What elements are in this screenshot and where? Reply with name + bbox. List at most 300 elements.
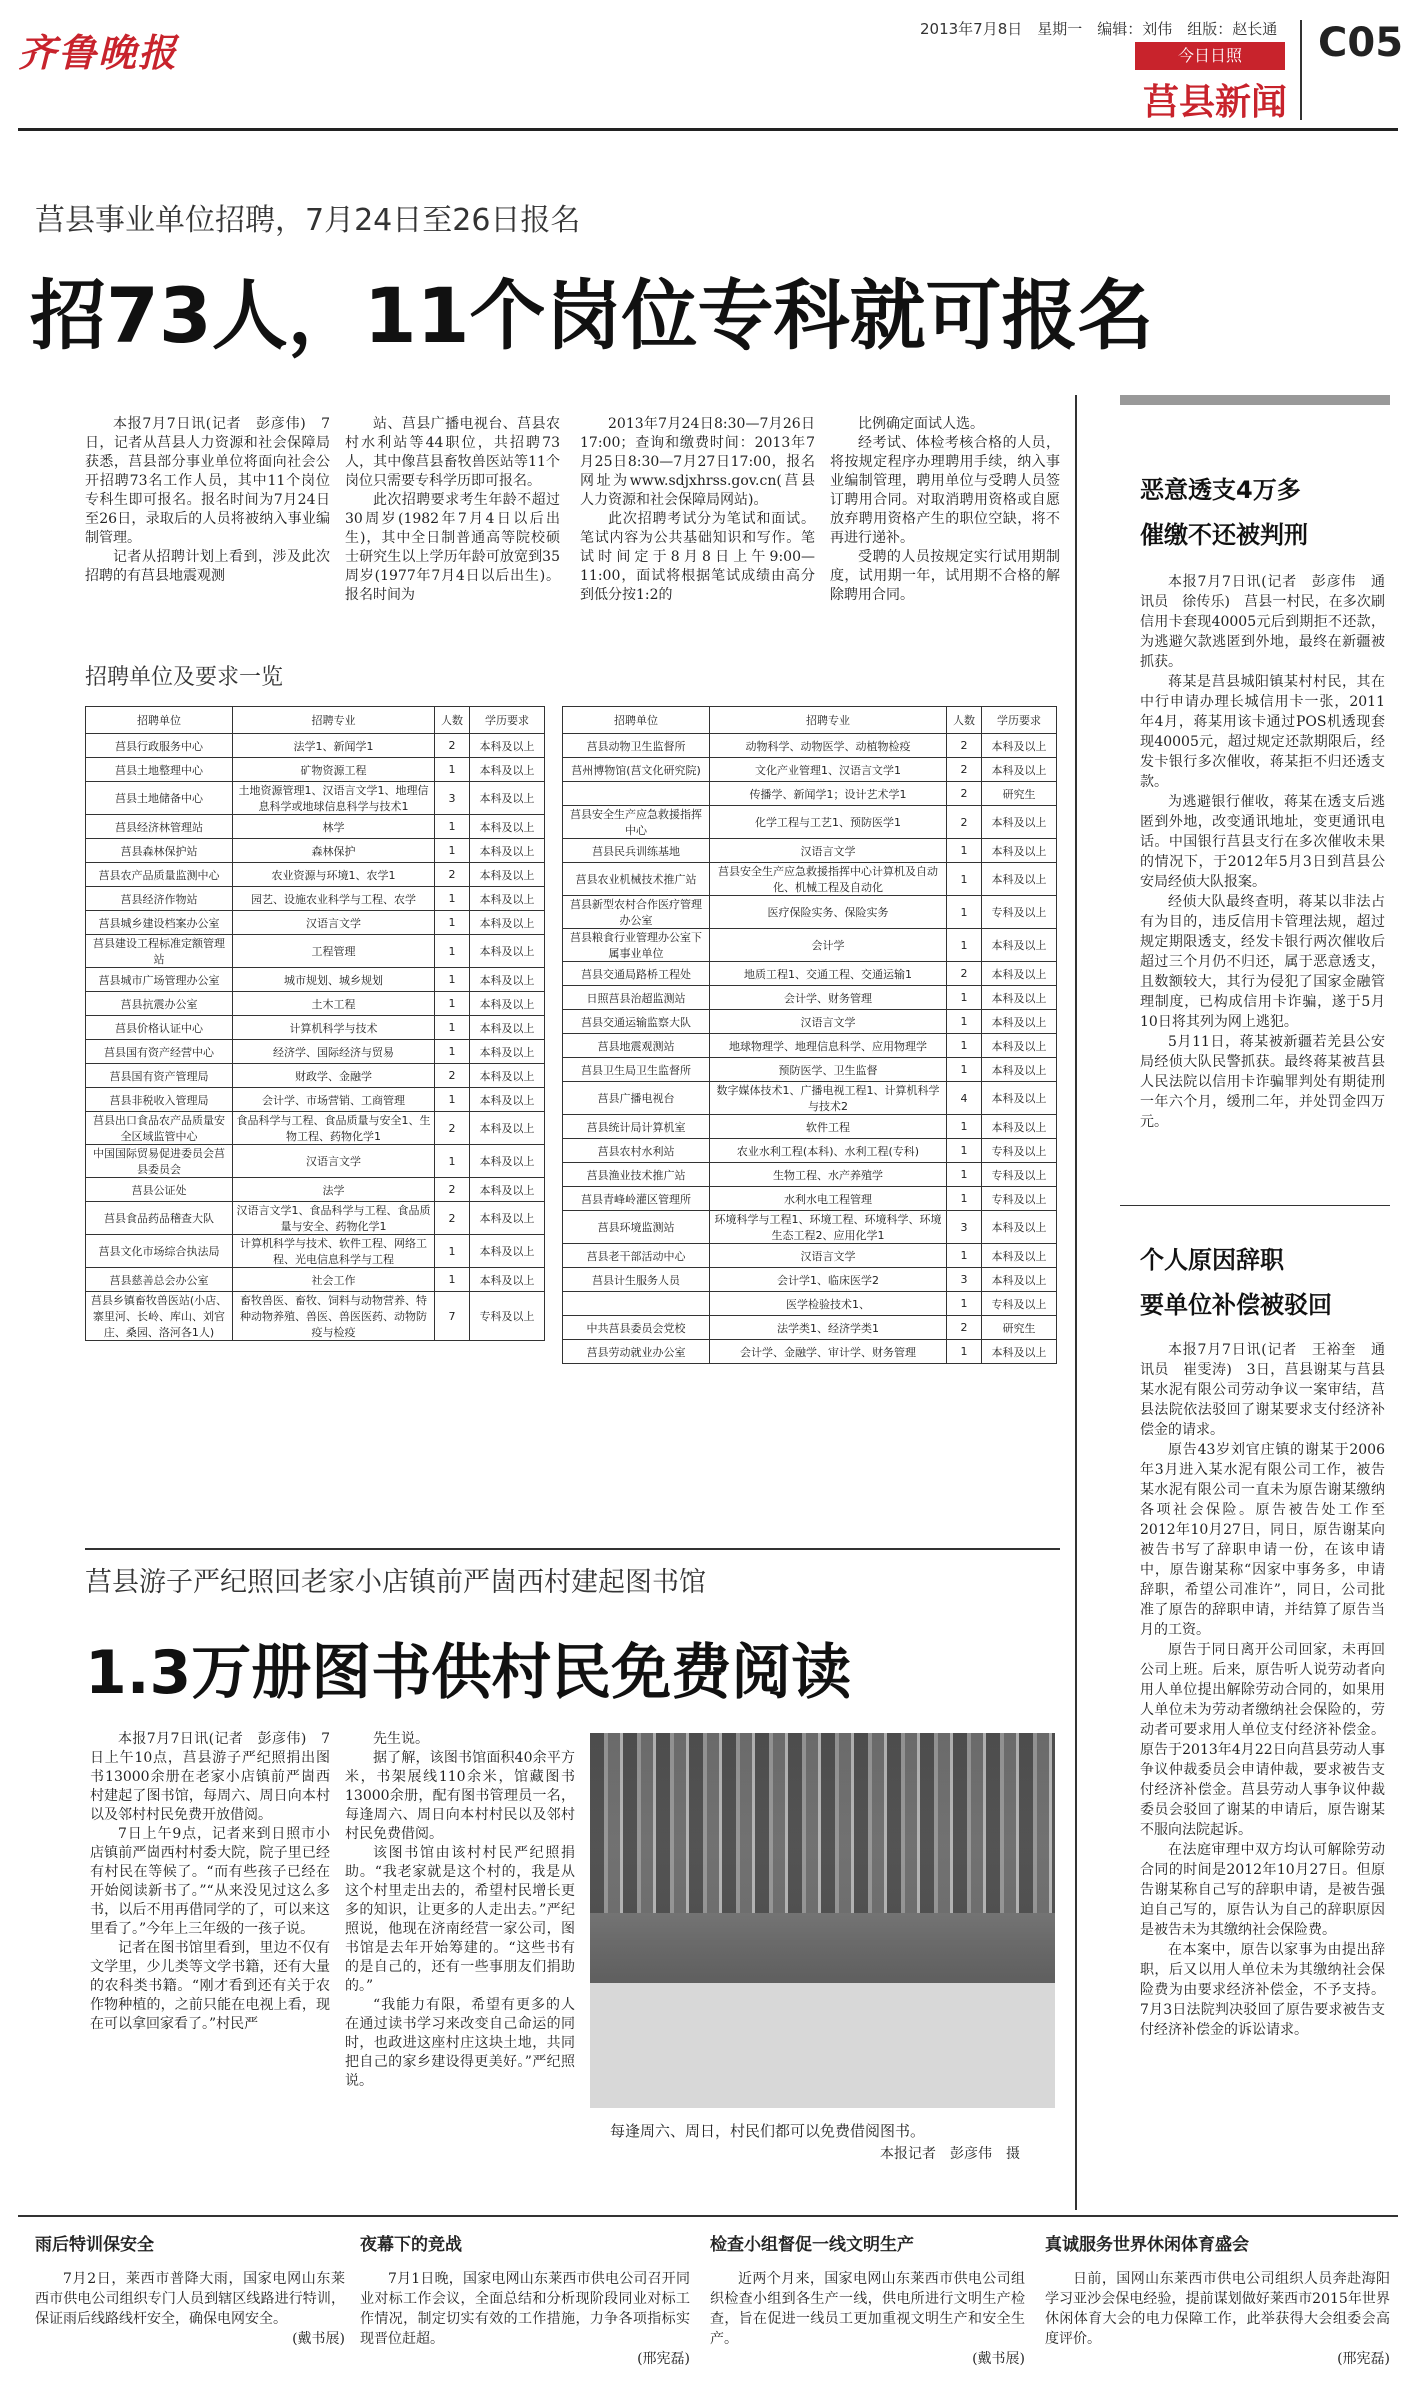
recruitment-table-left — [85, 706, 545, 1341]
table-row — [86, 1040, 545, 1064]
table-cell: 1 — [435, 935, 470, 968]
section-divider — [85, 1548, 1060, 1550]
table-row — [86, 815, 545, 839]
story2-column-1 — [90, 1730, 330, 2034]
table-cell: 4 — [947, 1082, 982, 1115]
table-cell: 会计学、市场营销、工商管理 — [233, 1088, 435, 1112]
table-cell: 本科及以上 — [470, 911, 545, 935]
story2-column-2 — [345, 1730, 575, 2091]
table-cell: 本科及以上 — [470, 968, 545, 992]
table-cell: 矿物资源工程 — [233, 758, 435, 782]
column-header: 招聘单位 — [563, 707, 710, 734]
table-cell: 本科及以上 — [470, 1016, 545, 1040]
paragraph: 5月11日，蒋某被新疆若羌县公安局经侦大队民警抓获。最终蒋某被莒县人民法院以信用卡诈骗罪判处有期徒刑一年六个月，缓刑二年，并处罚金四万元。 — [1140, 1034, 1385, 1130]
column-header: 人数 — [947, 707, 982, 734]
table-cell: 本科及以上 — [982, 758, 1057, 782]
table-cell: 专科及以上 — [982, 1163, 1057, 1187]
table-cell: 专科及以上 — [982, 896, 1057, 929]
header-divider — [1300, 20, 1302, 120]
paragraph: 本报7月7日讯(记者 彭彦伟) 7日，记者从莒县人力资源和社会保障局获悉，莒县部分事业单位将面向社会公开招聘73名工作人员，其中11个岗位专科生即可报名。报名时间为7月24日至26日，录取后的人员将被纳入事业编制管理。 — [85, 416, 330, 546]
table-row — [86, 1178, 545, 1202]
table-cell: 本科及以上 — [470, 887, 545, 911]
table-row — [563, 1034, 1057, 1058]
footer-title: 夜幕下的竞战 — [360, 2235, 462, 2255]
table-cell: 2 — [435, 1112, 470, 1145]
table-header-row — [86, 707, 545, 734]
column-header: 人数 — [435, 707, 470, 734]
paragraph: 站、莒县广播电视台、莒县农村水利站等44职位，共招聘73人，其中像莒县畜牧兽医站等11个岗位只需要专科学历即可报名。 — [345, 416, 560, 489]
photo-caption: 每逢周六、周日，村民们都可以免费借阅图书。 — [610, 2122, 926, 2140]
table-cell: 本科及以上 — [982, 929, 1057, 962]
table-cell: 1 — [435, 1268, 470, 1292]
header-rule — [18, 128, 1398, 131]
table-cell: 本科及以上 — [470, 782, 545, 815]
table-row — [563, 986, 1057, 1010]
recruitment-table-right — [562, 706, 1057, 1364]
table-cell: 莒县森林保护站 — [86, 839, 233, 863]
table-cell: 本科及以上 — [470, 1088, 545, 1112]
table-cell: 本科及以上 — [470, 935, 545, 968]
table-cell: 1 — [435, 1235, 470, 1268]
table-cell: 2 — [947, 806, 982, 839]
table-cell — [563, 1292, 710, 1316]
table-cell: 莒县城市广场管理办公室 — [86, 968, 233, 992]
table-cell: 本科及以上 — [982, 734, 1057, 758]
paragraph: 在法庭审理中双方均认可解除劳动合同的时间是2012年10月27日。但原告谢某称自己写的辞职申请，是被告强迫自己写的，原告认为自己的辞职原因是被告未为其缴纳社会保险费。 — [1140, 1842, 1385, 1938]
table-cell: 莒县粮食行业管理办公室下属事业单位 — [563, 929, 710, 962]
table-cell: 工程管理 — [233, 935, 435, 968]
table-cell: 莒县抗震办公室 — [86, 992, 233, 1016]
table-row — [86, 968, 545, 992]
table-cell: 2 — [947, 734, 982, 758]
table-cell: 莒县统计局计算机室 — [563, 1115, 710, 1139]
table-row — [563, 1187, 1057, 1211]
table-cell: 本科及以上 — [982, 1058, 1057, 1082]
table-row — [86, 734, 545, 758]
table-row — [563, 1163, 1057, 1187]
table-cell: 地质工程1、交通工程、交通运输1 — [710, 962, 947, 986]
table-row — [563, 758, 1057, 782]
table-cell: 会计学 — [710, 929, 947, 962]
story1-kicker: 莒县事业单位招聘，7月24日至26日报名 — [35, 203, 581, 238]
table-cell: 本科及以上 — [982, 1244, 1057, 1268]
footer-item — [360, 2230, 690, 2369]
table-cell: 生物工程、水产养殖学 — [710, 1163, 947, 1187]
table-cell: 1 — [435, 1145, 470, 1178]
table-cell: 莒州博物馆(莒文化研究院) — [563, 758, 710, 782]
table-row — [563, 782, 1057, 806]
table-cell: 莒县青峰岭灌区管理所 — [563, 1187, 710, 1211]
paragraph: 2013年7月24日8:30—7月26日17:00；查询和缴费时间：2013年7月25日8:30—7月27日17:00，报名网址为www.sdjxhrss.gov.cn(莒县人力资源和社会保障局网站)。 — [580, 416, 815, 508]
footer-item — [1045, 2230, 1390, 2369]
table-cell: 会计学1、临床医学2 — [710, 1268, 947, 1292]
story2-kicker: 莒县游子严纪照回老家小店镇前严崮西村建起图书馆 — [85, 1567, 706, 1598]
footer-text: 7月2日，莱西市普降大雨，国家电网山东莱西市供电公司组织专门人员到辖区线路进行特训，保证雨后线路线杆安全，确保电网安全。 — [35, 2271, 345, 2327]
footer-text: 近两个月来，国家电网山东莱西市供电公司组织检查小组到各生产一线，供电所进行文明生产检查，旨在促进一线员工更加重视文明生产和安全生产。 — [710, 2271, 1025, 2347]
column-header: 学历要求 — [470, 707, 545, 734]
table-cell: 莒县农业机械技术推广站 — [563, 863, 710, 896]
paragraph: 在本案中，原告以家事为由提出辞职，后又以用人单位未为其缴纳社会保险费为由要求经济补偿金，不予支持。7月3日法院判决驳回了原告要求被告支付经济补偿金的诉讼请求。 — [1140, 1942, 1385, 2038]
table-cell: 1 — [947, 1034, 982, 1058]
paragraph: 此次招聘要求考生年龄不超过30周岁(1982年7月4日以后出生)，其中全日制普通高等院校硕士研究生以上学历年龄可放宽到35周岁(1977年7月4日以后出生)。报名时间为 — [345, 492, 560, 603]
table-cell: 专科及以上 — [982, 1187, 1057, 1211]
table-cell: 1 — [947, 929, 982, 962]
table-cell: 莒县国有资产经营中心 — [86, 1040, 233, 1064]
table-cell: 经济学、国际经济与贸易 — [233, 1040, 435, 1064]
table-cell: 畜牧兽医、畜牧、饲料与动物营养、特种动物养殖、兽医、兽医医药、动物防疫与检疫 — [233, 1292, 435, 1341]
table-cell: 本科及以上 — [982, 1211, 1057, 1244]
table-cell: 汉语言文学 — [710, 839, 947, 863]
table-cell: 预防医学、卫生监督 — [710, 1058, 947, 1082]
sidebar-divider — [1075, 395, 1077, 2210]
table-cell: 本科及以上 — [470, 863, 545, 887]
paragraph: 据了解，该图书馆面积40余平方米，书架展线110余米，馆藏图书13000余册，配有图书管理员一名，每逢周六、周日向本村村民以及邻村村民免费借阅。 — [345, 1750, 575, 1842]
table-cell: 莒县农村水利站 — [563, 1139, 710, 1163]
table-cell: 1 — [435, 968, 470, 992]
table-cell: 医疗保险实务、保险实务 — [710, 896, 947, 929]
footer-title: 真诚服务世界休闲体育盛会 — [1045, 2235, 1249, 2255]
table-cell: 食品科学与工程、食品质量与安全1、生物工程、药物化学1 — [233, 1112, 435, 1145]
side1-title-line1: 恶意透支4万多 — [1140, 476, 1301, 504]
paragraph: 记者在图书馆里看到，里边不仅有文学里，少儿类等文学书籍，还有大量的农科类书籍。“刚才看到还有关于农作物种植的，之前只能在电视上看，现在可以拿回家看了。”村民严 — [90, 1940, 330, 2032]
table-cell: 莒县劳动就业办公室 — [563, 1340, 710, 1364]
table-cell: 本科及以上 — [982, 962, 1057, 986]
table-cell — [563, 782, 710, 806]
table-cell: 1 — [947, 1139, 982, 1163]
table-header-row — [563, 707, 1057, 734]
table-row — [86, 1235, 545, 1268]
table-cell: 莒县新型农村合作医疗管理办公室 — [563, 896, 710, 929]
table-cell: 本科及以上 — [470, 992, 545, 1016]
table-cell: 化学工程与工艺1、预防医学1 — [710, 806, 947, 839]
table-row — [563, 1268, 1057, 1292]
paragraph: 原告于同日离开公司回家，未再回公司上班。后来，原告听人说劳动者向用人单位提出解除劳动合同的，如果用人单位未为劳动者缴纳社会保险的，劳动者可要求用人单位支付经济补偿金。原告于2013年4月22日向莒县劳动人事争议仲裁委员会申请仲裁，要求被告支付经济补偿金。莒县劳动人事争议仲裁委员会驳回了谢某的申请后，原告谢某不服向法院起诉。 — [1140, 1642, 1385, 1838]
table-row — [563, 896, 1057, 929]
table-cell: 水利水电工程管理 — [710, 1187, 947, 1211]
table-cell: 专科及以上 — [982, 1292, 1057, 1316]
table-cell: 文化产业管理1、汉语言文学1 — [710, 758, 947, 782]
table-cell: 园艺、设施农业科学与工程、农学 — [233, 887, 435, 911]
table-cell: 莒县食品药品稽查大队 — [86, 1202, 233, 1235]
column-header: 招聘专业 — [233, 707, 435, 734]
table-cell: 汉语言文学1、食品科学与工程、食品质量与安全、药物化学1 — [233, 1202, 435, 1235]
table-cell: 本科及以上 — [470, 734, 545, 758]
table-cell: 莒县经济作物站 — [86, 887, 233, 911]
table-cell: 医学检验技术1、 — [710, 1292, 947, 1316]
table-cell: 专科及以上 — [982, 1139, 1057, 1163]
table-cell: 2 — [947, 758, 982, 782]
story1-column-2 — [345, 415, 560, 605]
table-cell: 莒县建设工程标准定额管理站 — [86, 935, 233, 968]
paragraph: 此次招聘考试分为笔试和面试。笔试内容为公共基础知识和写作。笔试时间定于8月8日上午9:00—11:00，面试将根据笔试成绩由高分到低分按1:2的 — [580, 511, 815, 603]
table-cell: 莒县老干部活动中心 — [563, 1244, 710, 1268]
story1-headline: 招73人，11个岗位专科就可报名 — [30, 271, 1154, 360]
table-cell: 本科及以上 — [982, 1115, 1057, 1139]
side2-body — [1140, 1340, 1385, 2040]
table-row — [563, 1340, 1057, 1364]
table-cell: 1 — [435, 992, 470, 1016]
table-cell: 莒县渔业技术推广站 — [563, 1163, 710, 1187]
footer-item — [710, 2230, 1025, 2369]
table-cell: 本科及以上 — [982, 863, 1057, 896]
table-cell: 日照莒县治超监测站 — [563, 986, 710, 1010]
table-row — [86, 911, 545, 935]
table-cell: 1 — [947, 1115, 982, 1139]
table-cell: 3 — [947, 1268, 982, 1292]
table-cell: 2 — [435, 1202, 470, 1235]
photo-credit: 本报记者 彭彦伟 摄 — [880, 2146, 1020, 2162]
table-cell: 本科及以上 — [470, 1040, 545, 1064]
footer-rule — [18, 2215, 1398, 2217]
footer-item — [35, 2230, 345, 2349]
table-cell: 软件工程 — [710, 1115, 947, 1139]
table-cell: 莒县农产品质量监测中心 — [86, 863, 233, 887]
table-cell: 传播学、新闻学1；设计艺术学1 — [710, 782, 947, 806]
table-cell: 动物科学、动物医学、动植物检疫 — [710, 734, 947, 758]
bookshelf-graphic — [590, 1733, 1055, 1913]
paragraph: 7日上午9点，记者来到日照市小店镇前严崮西村村委大院，院子里已经有村民在等候了。“而有些孩子已经在开始阅读新书了。”“从来没见过这么多书，以后不用再借同学的了，可以来这里看了。”今年上三年级的一孩子说。 — [90, 1826, 330, 1937]
paragraph: 先生说。 — [373, 1731, 429, 1747]
table-cell: 7 — [435, 1292, 470, 1341]
section-label: 今日日照 — [1135, 42, 1285, 70]
table-cell: 本科及以上 — [470, 758, 545, 782]
column-header: 招聘专业 — [710, 707, 947, 734]
table-cell: 本科及以上 — [470, 815, 545, 839]
footer-text: 7月1日晚，国家电网山东莱西市供电公司召开同业对标工作会议，全面总结和分析现阶段同业对标工作情况，制定切实有效的工作措施，力争各项指标实现晋位赶超。 — [360, 2271, 690, 2347]
table-row — [86, 758, 545, 782]
table-cell: 莒县卫生局卫生监督所 — [563, 1058, 710, 1082]
table-cell: 本科及以上 — [470, 1178, 545, 1202]
table-cell: 1 — [947, 863, 982, 896]
table-cell: 莒县计生服务人员 — [563, 1268, 710, 1292]
paragraph: 受聘的人员按规定实行试用期制度，试用期一年，试用期不合格的解除聘用合同。 — [830, 549, 1060, 603]
table-cell: 本科及以上 — [982, 1082, 1057, 1115]
table-cell: 1 — [435, 911, 470, 935]
table-cell: 莒县土地整理中心 — [86, 758, 233, 782]
table-cell: 研究生 — [982, 1316, 1057, 1340]
table-cell: 1 — [947, 1340, 982, 1364]
table-cell: 数字媒体技术1、广播电视工程1、计算机科学与技术2 — [710, 1082, 947, 1115]
table-cell: 研究生 — [982, 782, 1057, 806]
paragraph: 为逃避银行催收，蒋某在透支后逃匿到外地，改变通讯地址，变更通讯电话。中国银行莒县支行在多次催收未果的情况下，于2012年5月3日到莒县公安局经侦大队报案。 — [1140, 794, 1385, 890]
library-photo — [590, 1733, 1055, 2108]
table-row — [86, 887, 545, 911]
paragraph: 记者从招聘计划上看到，涉及此次招聘的有莒县地震观测 — [85, 549, 330, 584]
table-cell: 1 — [435, 839, 470, 863]
table-cell: 1 — [435, 1016, 470, 1040]
table-row — [86, 935, 545, 968]
table-cell: 莒县交通运输监察大队 — [563, 1010, 710, 1034]
footer-credit: (戴书展) — [972, 2351, 1025, 2367]
newspaper-logo: 齐鲁晚报 — [18, 30, 179, 75]
date-editor-info: 2013年7月8日 星期一 编辑：刘伟 组版：赵长通 — [920, 20, 1278, 38]
table-cell: 本科及以上 — [470, 1202, 545, 1235]
sidebar-rule — [1120, 1205, 1390, 1206]
table-cell: 1 — [947, 1010, 982, 1034]
footer-credit: (邢宪磊) — [637, 2351, 690, 2367]
table-cell: 2 — [435, 1064, 470, 1088]
table-cell: 本科及以上 — [982, 1268, 1057, 1292]
table-cell: 莒县经济林管理站 — [86, 815, 233, 839]
table-cell: 莒县慈善总会办公室 — [86, 1268, 233, 1292]
table-row — [563, 1316, 1057, 1340]
table-cell: 法学 — [233, 1178, 435, 1202]
table-cell: 汉语言文学 — [710, 1010, 947, 1034]
table-row — [563, 1292, 1057, 1316]
table-cell: 汉语言文学 — [233, 911, 435, 935]
table-row — [563, 806, 1057, 839]
table-row — [563, 1211, 1057, 1244]
table-cell: 莒县国有资产管理局 — [86, 1064, 233, 1088]
table-cell: 汉语言文学 — [710, 1244, 947, 1268]
table-cell: 中国国际贸易促进委员会莒县委员会 — [86, 1145, 233, 1178]
story1-column-3 — [580, 415, 815, 605]
table-row — [563, 962, 1057, 986]
table-cell: 土木工程 — [233, 992, 435, 1016]
table-row — [563, 929, 1057, 962]
table-cell: 3 — [947, 1211, 982, 1244]
table-cell: 农业资源与环境1、农学1 — [233, 863, 435, 887]
table-cell: 1 — [435, 815, 470, 839]
sidebar-top-bar — [1120, 395, 1390, 405]
table-cell: 森林保护 — [233, 839, 435, 863]
table-cell: 社会工作 — [233, 1268, 435, 1292]
table-cell: 2 — [947, 962, 982, 986]
table-cell: 土地资源管理1、汉语言文学1、地理信息科学或地球信息科学与技术1 — [233, 782, 435, 815]
table-cell: 本科及以上 — [470, 1145, 545, 1178]
side2-title-line2: 要单位补偿被驳回 — [1140, 1291, 1332, 1319]
table-cell: 莒县城乡建设档案办公室 — [86, 911, 233, 935]
table-cell: 1 — [435, 1088, 470, 1112]
table-row — [86, 1112, 545, 1145]
side1-title-line2: 催缴不还被判刑 — [1140, 521, 1308, 549]
column-header: 招聘单位 — [86, 707, 233, 734]
table-row — [86, 1202, 545, 1235]
table-row — [563, 1058, 1057, 1082]
paragraph: 蒋某是莒县城阳镇某村村民，其在中行申请办理长城信用卡一张，2011年4月，蒋某用该卡通过POS机透现套现40005元，超过规定还款期限后，经发卡银行多次催收，蒋某拒不归还透支款。 — [1140, 674, 1385, 790]
table-row — [563, 1244, 1057, 1268]
table-cell: 1 — [947, 1292, 982, 1316]
table-row — [563, 734, 1057, 758]
story1-column-1 — [85, 415, 330, 586]
story1-column-4 — [830, 415, 1060, 605]
table-cell: 本科及以上 — [982, 806, 1057, 839]
table-cell: 本科及以上 — [982, 839, 1057, 863]
table-cell: 本科及以上 — [470, 1235, 545, 1268]
section-title: 莒县新闻 — [1142, 82, 1287, 123]
table-cell: 1 — [947, 1058, 982, 1082]
table-cell: 莒县文化市场综合执法局 — [86, 1235, 233, 1268]
table-cell: 3 — [435, 782, 470, 815]
table-cell: 2 — [435, 734, 470, 758]
table-cell: 莒县出口食品农产品质量安全区域监管中心 — [86, 1112, 233, 1145]
table-cell: 法学1、新闻学1 — [233, 734, 435, 758]
table-row — [563, 863, 1057, 896]
table-cell: 莒县安全生产应急救援指挥中心计算机及自动化、机械工程及自动化 — [710, 863, 947, 896]
table-cell: 专科及以上 — [470, 1292, 545, 1341]
table-row — [86, 1016, 545, 1040]
table-cell: 财政学、金融学 — [233, 1064, 435, 1088]
table-cell: 本科及以上 — [982, 986, 1057, 1010]
table-cell: 本科及以上 — [470, 1064, 545, 1088]
table-cell: 汉语言文学 — [233, 1145, 435, 1178]
paragraph: 本报7月7日讯(记者 彭彦伟) 7日上午10点，莒县游子严纪照捐出图书13000余册在老家小店镇前严崮西村建起了图书馆，每周六、周日向本村以及邻村村民免费开放借阅。 — [90, 1731, 330, 1823]
table-label: 招聘单位及要求一览 — [85, 665, 284, 690]
table-row — [86, 1064, 545, 1088]
table-graphic — [590, 1983, 1055, 2108]
table-cell: 2 — [435, 863, 470, 887]
table-row — [563, 839, 1057, 863]
table-cell: 莒县交通局路桥工程处 — [563, 962, 710, 986]
table-cell: 农业水利工程(本科)、水利工程(专科) — [710, 1139, 947, 1163]
table-row — [86, 863, 545, 887]
footer-credit: (邢宪磊) — [1337, 2351, 1390, 2367]
table-cell: 1 — [947, 896, 982, 929]
table-cell: 1 — [947, 1187, 982, 1211]
side1-body — [1140, 572, 1385, 1132]
table-cell: 2 — [435, 1178, 470, 1202]
table-cell: 法学类1、经济学类1 — [710, 1316, 947, 1340]
footer-text: 日前，国网山东莱西市供电公司组织人员奔赴海阳学习亚沙会保电经验，提前谋划做好莱西市2015年世界休闲体育大会的电力保障工作，此举获得大会组委会高度评价。 — [1045, 2271, 1390, 2347]
table-row — [563, 1010, 1057, 1034]
table-cell: 莒县民兵训练基地 — [563, 839, 710, 863]
table-cell: 莒县行政服务中心 — [86, 734, 233, 758]
table-row — [563, 1082, 1057, 1115]
table-cell: 本科及以上 — [470, 1112, 545, 1145]
table-cell: 1 — [947, 986, 982, 1010]
story2-headline: 1.3万册图书供村民免费阅读 — [85, 1638, 852, 1708]
table-cell: 环境科学与工程1、环境工程、环境科学、环境生态工程2、应用化学1 — [710, 1211, 947, 1244]
paragraph: 该图书馆由该村村民严纪照捐助。“我老家就是这个村的，我是从这个村里走出去的，希望村民增长更多的知识，让更多的人走出去。”严纪照说，他现在济南经营一家公司，图书馆是去年开始筹建的。“这些书有的是自己的，还有一些事朋友们捐助的。” — [345, 1845, 575, 1994]
table-cell: 1 — [435, 887, 470, 911]
column-header: 学历要求 — [982, 707, 1057, 734]
table-row — [86, 1145, 545, 1178]
paragraph: 经侦大队最终查明，蒋某以非法占有为目的，违反信用卡管理法规，超过规定期限透支，经发卡银行两次催收后超过三个月仍不归还，属于恶意透支，且数额较大，其行为侵犯了国家金融管理制度，已构成信用卡诈骗，遂于5月10日将其列为网上逃犯。 — [1140, 894, 1385, 1030]
paragraph: 经考试、体检考核合格的人员，将按规定程序办理聘用手续，纳入事业编制管理，聘用单位与受聘人员签订聘用合同。对取消聘用资格或自愿放弃聘用资格产生的职位空缺，将不再进行递补。 — [830, 435, 1060, 546]
table-row — [563, 1115, 1057, 1139]
table-cell: 2 — [947, 1316, 982, 1340]
table-cell: 莒县土地储备中心 — [86, 782, 233, 815]
table-cell: 会计学、财务管理 — [710, 986, 947, 1010]
table-row — [86, 1292, 545, 1341]
table-cell: 中共莒县委员会党校 — [563, 1316, 710, 1340]
footer-title: 检查小组督促一线文明生产 — [710, 2235, 914, 2255]
table-cell: 本科及以上 — [982, 1010, 1057, 1034]
paragraph: 本报7月7日讯(记者 彭彦伟 通讯员 徐传乐) 莒县一村民，在多次刷信用卡套现40005元后到期拒不还款，为逃避欠款逃匿到外地，最终在新疆被抓获。 — [1140, 574, 1385, 670]
table-cell: 1 — [435, 1040, 470, 1064]
table-cell: 莒县地震观测站 — [563, 1034, 710, 1058]
table-cell: 1 — [435, 758, 470, 782]
table-cell: 城市规划、城乡规划 — [233, 968, 435, 992]
table-row — [86, 839, 545, 863]
table-cell: 莒县公证处 — [86, 1178, 233, 1202]
table-cell: 计算机科学与技术、软件工程、网络工程、光电信息科学与工程 — [233, 1235, 435, 1268]
paragraph: 本报7月7日讯(记者 王裕奎 通讯员 崔雯涛) 3日，莒县谢某与莒县某水泥有限公司劳动争议一案审结，莒县法院依法驳回了谢某要求支付经济补偿金的请求。 — [1140, 1342, 1385, 1438]
table-cell: 1 — [947, 1163, 982, 1187]
table-cell: 1 — [947, 839, 982, 863]
table-cell: 2 — [947, 782, 982, 806]
side2-title-line1: 个人原因辞职 — [1140, 1246, 1284, 1274]
table-row — [86, 992, 545, 1016]
table-cell: 林学 — [233, 815, 435, 839]
table-cell: 本科及以上 — [982, 1034, 1057, 1058]
table-cell: 1 — [947, 1244, 982, 1268]
table-cell: 本科及以上 — [470, 1268, 545, 1292]
paragraph: “我能力有限，希望有更多的人在通过读书学习来改变自己命运的同时，也政进这座村庄这块土地，共同把自己的家乡建设得更美好。”严纪照说。 — [345, 1997, 575, 2089]
table-cell: 莒县价格认证中心 — [86, 1016, 233, 1040]
paragraph: 原告43岁刘官庄镇的谢某于2006年3月进入某水泥有限公司工作，被告某水泥有限公司一直未为原告谢某缴纳各项社会保险。原告被告处工作至2012年10月27日，同日，原告谢某向被告书写了辞职申请一份，在该申请中，原告谢某称“因家中事务多，申请辞职，希望公司准许”，同日，公司批准了原告的辞职申请，并结算了原告当月的工资。 — [1140, 1442, 1385, 1638]
table-cell: 莒县广播电视台 — [563, 1082, 710, 1115]
